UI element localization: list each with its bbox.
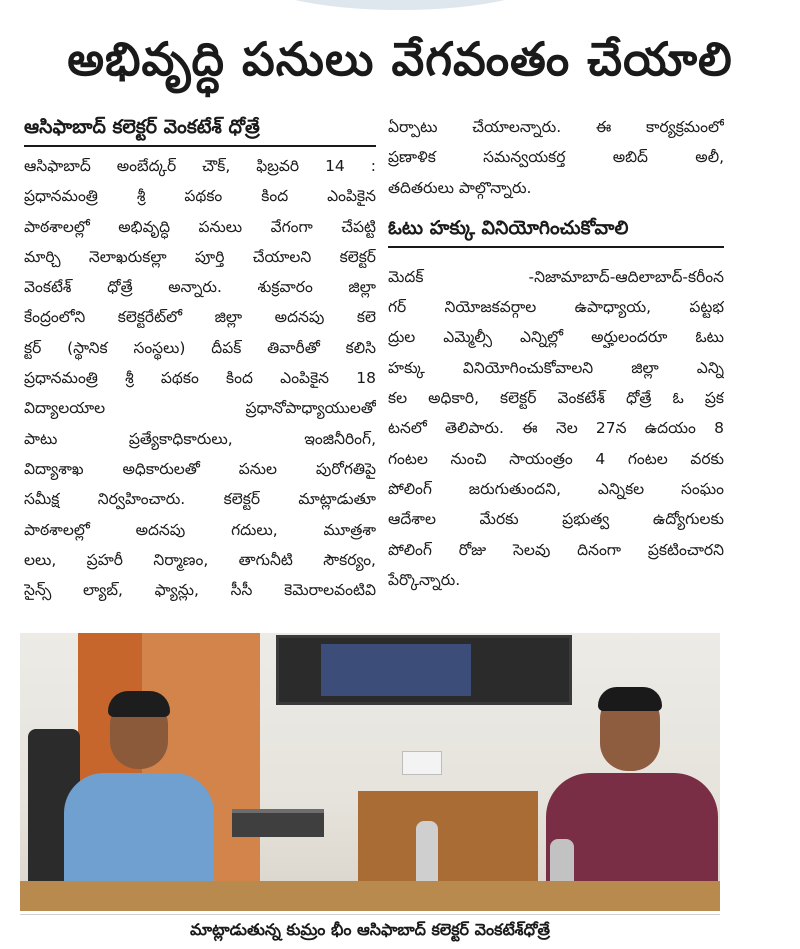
article-line: గర్ నియోజకవర్గాల ఉపాధ్యాయ, పట్టభ — [388, 298, 724, 317]
article-line: పోలింగ్ రోజు సెలవు దినంగా ప్రకటించారని — [388, 540, 724, 559]
collector-figure — [64, 773, 214, 893]
article-line: ద్రుల ఎమ్మెల్సీ ఎన్నిల్లో అర్హులందరూ ఓటు — [388, 328, 724, 347]
headline: అభివృద్ధి పనులు వేగవంతం చేయాలి — [67, 32, 733, 86]
article-line: సమీక్ష నిర్వహించారు. కలెక్టర్ మాట్లాడుతూ — [24, 490, 376, 509]
article-line: మెదక్ -నిజామాబాద్-ఆదిలాబాద్-కరీంన — [388, 267, 724, 286]
article-line: ఆదేశాల మేరకు ప్రభుత్వ ఉద్యోగులకు — [388, 510, 724, 529]
news-photo — [20, 633, 720, 911]
article-line: పాటు ప్రత్యేకాధికారులు, ఇంజినీరింగ్, — [24, 429, 376, 448]
article-line: పాఠశాలల్లో అదనపు గదులు, మూత్రశా — [24, 520, 376, 539]
article-line: పోలింగ్ జరుగుతుందని, ఎన్నికల సంఘం — [388, 479, 724, 498]
article-line: గంటల నుంచి సాయంత్రం 4 గంటల వరకు — [388, 449, 724, 468]
article-line: క్టర్ (స్థానిక సంస్థలు) దీపక్ తివారీతో కలిసి — [24, 338, 376, 357]
masthead-arc — [250, 0, 550, 10]
collector-hair — [108, 691, 170, 717]
article-line: తదితరులు పాల్గొన్నారు. — [388, 178, 532, 197]
photo-caption: మాట్లాడుతున్న కుమ్రం భీం ఆసిఫాబాద్ కలెక్టర్ వెంకటేశ్‌ధోత్రే — [20, 914, 720, 945]
article-line: కేంద్రంలోని కలెక్టరేట్‌లో జిల్లా అదనపు కలె — [24, 308, 376, 327]
article-line: లలు, ప్రహరీ నిర్మాణం, తాగునీటి సౌకర్యం, — [24, 550, 376, 569]
left-column — [24, 112, 376, 605]
article-line: టనలో తెలిపారు. ఈ నెల 27న ఉదయం 8 — [388, 419, 724, 438]
audio-mixer — [232, 809, 324, 837]
left-subheading: ఆసిఫాబాద్ కలెక్టర్ వెంకటేశ్ ధోత్రే — [24, 112, 376, 147]
article-line: ప్రధానమంత్రి శ్రీ పథకం కింద ఎంపికైన — [24, 187, 376, 206]
officer-hair — [598, 687, 662, 711]
right-subheading: ఓటు హక్కు వినియోగించుకోవాలి — [388, 213, 724, 248]
article-line: ప్రధానమంత్రి శ్రీ పథకం కింద ఎంపికైన 18 — [24, 369, 376, 388]
article-line: ఆసిఫాబాద్ అంబేద్కర్ చౌక్, ఫిబ్రవరి 14 : — [24, 157, 376, 175]
article-line: విద్యాశాఖ అధికారులతో పనుల పురోగతిపై — [24, 459, 376, 478]
article-line: హక్కు వినియోగించుకోవాలని జిల్లా ఎన్ని — [388, 358, 724, 377]
article-line: ప్రణాళిక సమన్వయకర్త అబిద్ అలీ, — [388, 148, 724, 167]
article-line: సైన్స్ ల్యాబ్, ఫ్యాన్లు, సీసీ కెమెరాలవంటివి — [24, 581, 376, 600]
tv-screen — [321, 644, 471, 696]
article-line: మార్చి నెలాఖరుకల్లా పూర్తి చేయాలని కలెక్టర్ — [24, 247, 376, 266]
article-line: వెంకటేశ్ ధోత్రే అన్నారు. శుక్రవారం జిల్లా — [24, 278, 376, 297]
article-line: పేర్కొన్నారు. — [388, 570, 461, 589]
article-line: ఏర్పాటు చేయాలన్నారు. ఈ కార్యక్రమంలో — [388, 118, 724, 136]
wall-tv — [276, 635, 572, 705]
article-line: కల అధికారి, కలెక్టర్ వెంకటేశ్ ధోత్రే ఓ ప్రక — [388, 389, 724, 408]
cabinet — [358, 791, 538, 885]
wall-socket — [402, 751, 442, 775]
article-line: పాఠశాలల్లో అభివృద్ధి పనులు వేగంగా చేపట్టి — [24, 217, 376, 236]
desk — [20, 881, 720, 911]
right-column — [388, 112, 724, 595]
article-line: విద్యాలయాల ప్రధానోపాధ్యాయులతో — [24, 399, 376, 418]
